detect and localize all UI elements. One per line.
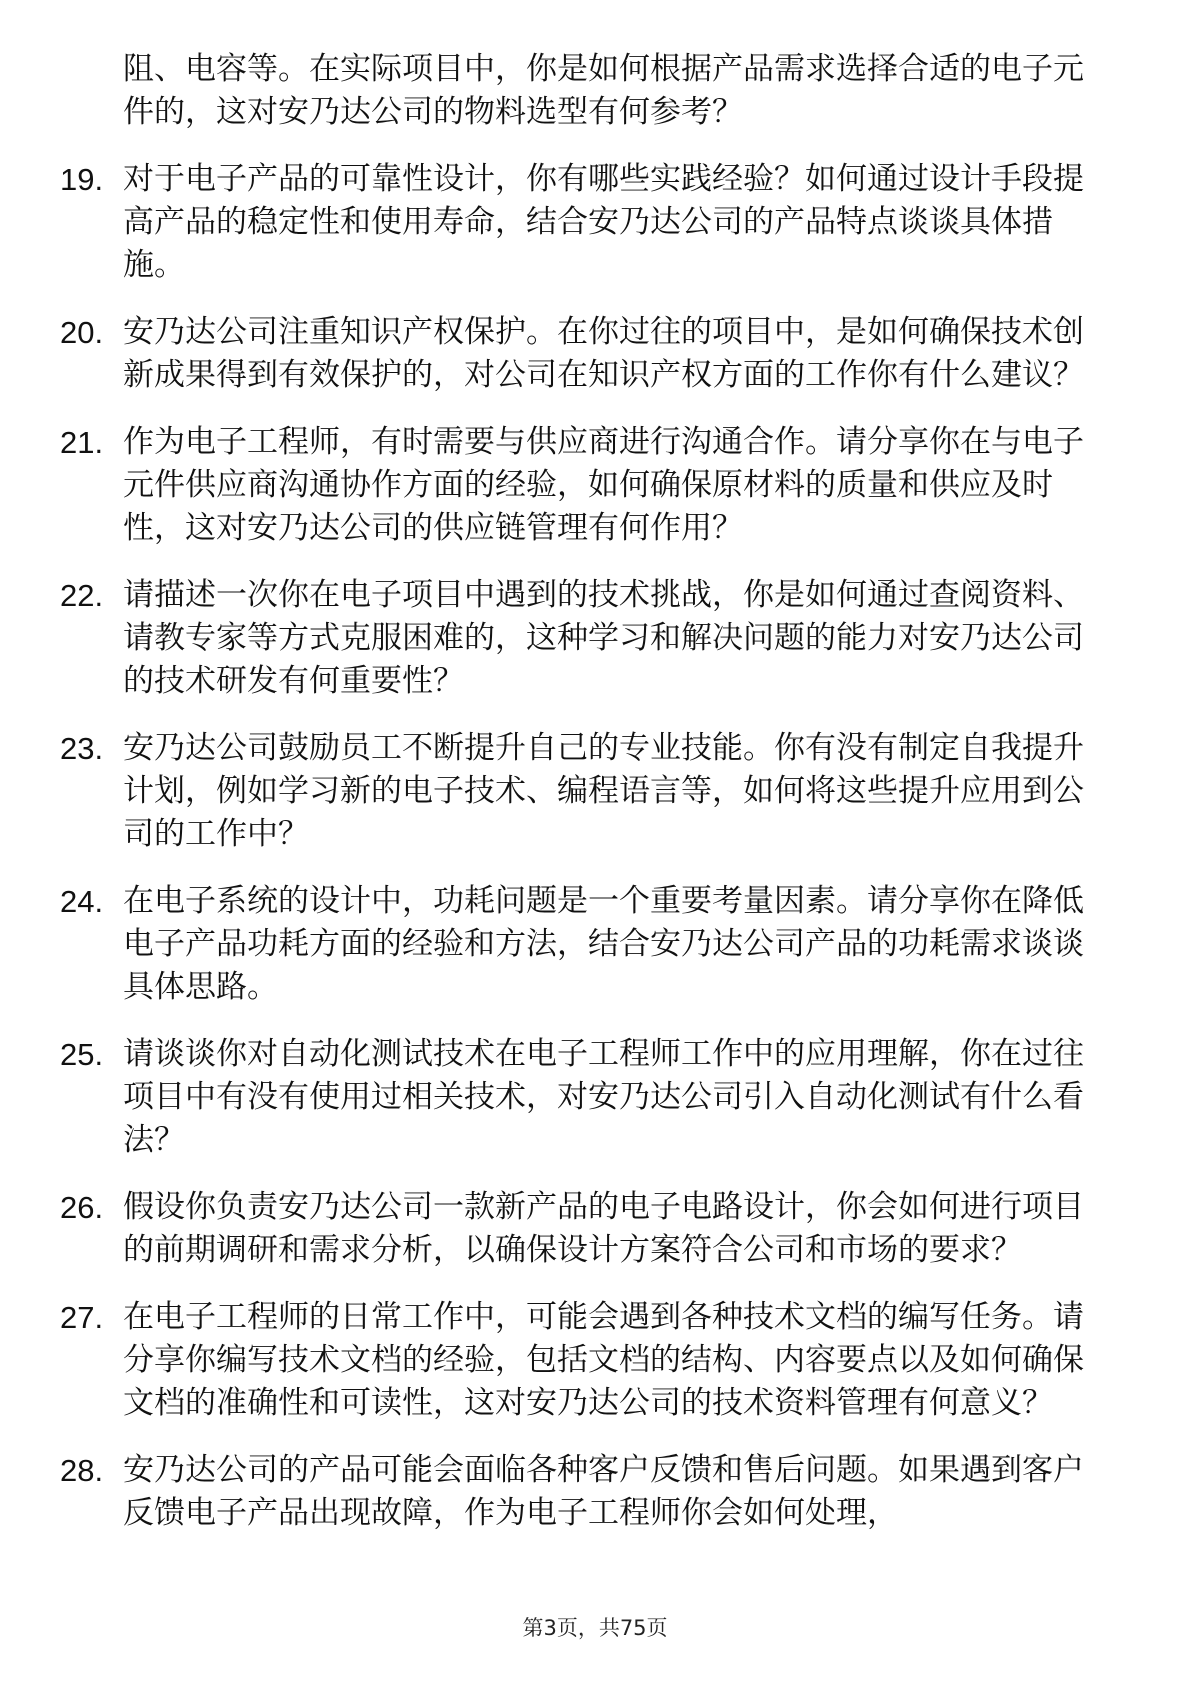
question-item [60,880,1105,1009]
question-text: 作为电子工程师，有时需要与供应商进行沟通合作。请分享你在与电子元件供应商沟通协作方面的经验，如何确保原材料的质量和供应及时性，这对安乃达公司的供应链管理有何作用？ [123,424,1084,546]
question-number: 23. [60,731,104,766]
question-text: 请谈谈你对自动化测试技术在电子工程师工作中的应用理解，你在过往项目中有没有使用过相关技术，对安乃达公司引入自动化测试有什么看法？ [123,1036,1084,1158]
question-item [60,1449,1105,1535]
question-number: 27. [60,1300,104,1335]
question-number: 25. [60,1037,104,1072]
question-number: 21. [60,425,104,460]
question-item [60,421,1105,550]
question-number: 19. [60,162,104,197]
question-text: 请描述一次你在电子项目中遇到的技术挑战，你是如何通过查阅资料、请教专家等方式克服困难的，这种学习和解决问题的能力对安乃达公司的技术研发有何重要性？ [123,577,1084,699]
question-item [60,311,1105,397]
question-item [60,158,1105,287]
question-number: 26. [60,1190,104,1225]
question-item [60,1296,1105,1425]
question-list [60,48,1105,1559]
question-text: 安乃达公司鼓励员工不断提升自己的专业技能。你有没有制定自我提升计划，例如学习新的电子技术、编程语言等，如何将这些提升应用到公司的工作中？ [123,730,1084,852]
question-text: 假设你负责安乃达公司一款新产品的电子电路设计，你会如何进行项目的前期调研和需求分析，以确保设计方案符合公司和市场的要求？ [123,1189,1084,1268]
question-item [60,727,1105,856]
question-number: 24. [60,884,104,919]
question-item [60,1186,1105,1272]
continued-question-text: 阻、电容等。在实际项目中，你是如何根据产品需求选择合适的电子元件的，这对安乃达公司的物料选型有何参考？ [123,51,1084,130]
question-text: 在电子工程师的日常工作中，可能会遇到各种技术文档的编写任务。请分享你编写技术文档的经验，包括文档的结构、内容要点以及如何确保文档的准确性和可读性，这对安乃达公司的技术资料管理有何意义？ [123,1299,1084,1421]
question-text: 安乃达公司的产品可能会面临各种客户反馈和售后问题。如果遇到客户反馈电子产品出现故障，作为电子工程师你会如何处理， [123,1452,1084,1531]
question-item [60,1033,1105,1162]
question-text: 在电子系统的设计中，功耗问题是一个重要考量因素。请分享你在降低电子产品功耗方面的经验和方法，结合安乃达公司产品的功耗需求谈谈具体思路。 [123,883,1084,1005]
question-number: 28. [60,1453,104,1488]
question-text: 对于电子产品的可靠性设计，你有哪些实践经验？如何通过设计手段提高产品的稳定性和使用寿命，结合安乃达公司的产品特点谈谈具体措施。 [123,161,1084,283]
question-number: 22. [60,578,104,613]
question-text: 安乃达公司注重知识产权保护。在你过往的项目中，是如何确保技术创新成果得到有效保护的，对公司在知识产权方面的工作你有什么建议？ [123,314,1084,393]
question-item [60,574,1105,703]
page-number-footer: 第3页，共75页 [522,1616,668,1640]
question-number: 20. [60,315,104,350]
